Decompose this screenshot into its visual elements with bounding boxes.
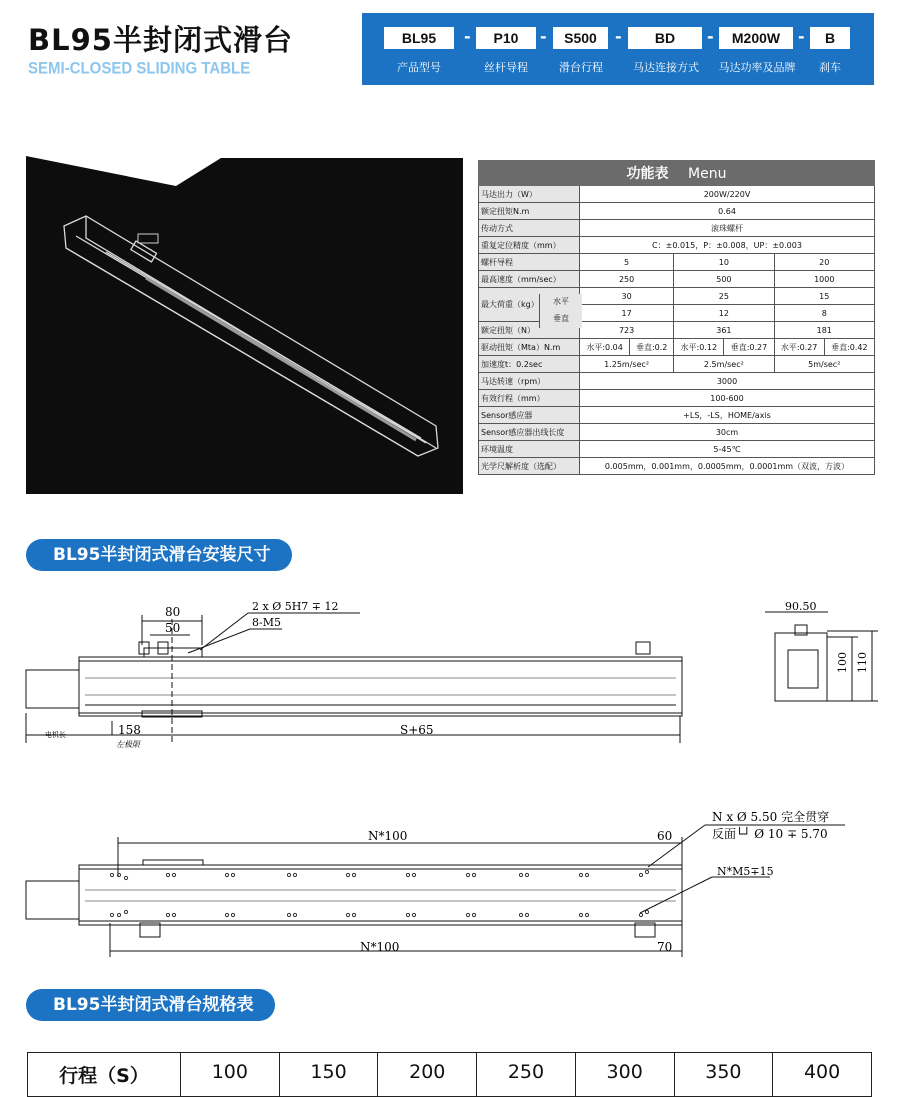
spec-value: 5 <box>580 254 674 271</box>
spec-value: +LS，-LS，HOME/axis <box>580 407 875 424</box>
spec-value: 723 <box>580 322 674 339</box>
section-title-spec: BL95半封闭式滑台规格表 <box>26 989 275 1021</box>
spec-value: 滚珠螺杆 <box>580 220 875 237</box>
table-cell: 300 <box>575 1053 674 1097</box>
table-cell: 100 <box>181 1053 280 1097</box>
table-cell: 400 <box>773 1053 872 1097</box>
spec-value: 1.25m/sec² <box>580 356 674 373</box>
spec-value: 12 <box>674 305 774 322</box>
code-label-brake: 刹车 <box>819 61 841 74</box>
spec-value: 0.005mm，0.001mm，0.0005mm，0.0001mm（双波，方波） <box>580 458 875 475</box>
spec-key: 额定扭矩（N） <box>479 322 580 339</box>
spec-key: 加速度t：0.2sec <box>479 356 580 373</box>
spec-row <box>479 186 875 203</box>
code-dash: - <box>540 27 547 46</box>
code-label-connection: 马达连接方式 <box>633 61 699 74</box>
product-image <box>26 156 463 494</box>
spec-key: 环境温度 <box>479 441 580 458</box>
spec-row <box>479 220 875 237</box>
dim-70: 70 <box>657 940 673 954</box>
dim-stroke: S+65 <box>400 723 434 737</box>
spec-value: 水平:0.27 <box>774 339 824 356</box>
dim-n100-top: N*100 <box>368 829 408 843</box>
code-dash: - <box>615 27 622 46</box>
dim-50: 50 <box>165 621 181 635</box>
code-box-brake: B <box>810 27 850 49</box>
code-box-connection: BD <box>628 27 702 49</box>
spec-row <box>479 373 875 390</box>
spec-row <box>479 288 875 305</box>
spec-value: 水平:0.04 <box>580 339 630 356</box>
spec-value: 30 <box>580 288 674 305</box>
spec-value: 181 <box>774 322 874 339</box>
spec-row <box>479 356 875 373</box>
page-subtitle: SEMI-CLOSED SLIDING TABLE <box>28 59 251 78</box>
spec-key: 额定扭矩N.m <box>479 203 580 220</box>
code-box-lead: P10 <box>476 27 536 49</box>
spec-value: 0.64 <box>580 203 875 220</box>
code-label-model: 产品型号 <box>397 61 441 74</box>
hole-dimension-drawing <box>0 805 915 965</box>
spec-value: 垂直:0.2 <box>630 339 674 356</box>
spec-value: 垂直:0.42 <box>824 339 874 356</box>
code-dash: - <box>707 27 714 46</box>
spec-key: 重复定位精度（mm） <box>479 237 580 254</box>
dim-110: 110 <box>856 652 869 673</box>
spec-value: 10 <box>674 254 774 271</box>
spec-key: Sensor感应器 <box>479 407 580 424</box>
spec-value: 3000 <box>580 373 875 390</box>
spec-value: 2.5m/sec² <box>674 356 774 373</box>
model-code-bar <box>362 13 874 85</box>
spec-key: Sensor感应器出线长度 <box>479 424 580 441</box>
spec-table-header <box>479 161 875 186</box>
spec-value: 8 <box>774 305 874 322</box>
spec-value: 5m/sec² <box>774 356 874 373</box>
spec-value: C：±0.015，P：±0.008，UP：±0.003 <box>580 237 875 254</box>
code-label-stroke: 滑台行程 <box>559 61 603 74</box>
spec-key: 螺杆导程 <box>479 254 580 271</box>
slide-table-illustration <box>26 156 463 494</box>
spec-value: 1000 <box>774 271 874 288</box>
dim-158: 158 <box>118 723 141 737</box>
section-title-install: BL95半封闭式滑台安装尺寸 <box>26 539 292 571</box>
install-dimension-drawing <box>0 595 915 760</box>
spec-row <box>479 441 875 458</box>
spec-row <box>479 203 875 220</box>
dim-80: 80 <box>165 605 181 619</box>
spec-value: 200W/220V <box>580 186 875 203</box>
spec-key: 马达转速（rpm） <box>479 373 580 390</box>
dim-100: 100 <box>836 652 849 673</box>
spec-row <box>479 254 875 271</box>
spec-value: 250 <box>580 271 674 288</box>
load-vertical-label: 垂直 <box>539 311 582 328</box>
table-row <box>28 1053 872 1097</box>
spec-row <box>479 237 875 254</box>
code-dash: - <box>798 27 805 46</box>
hole-markers <box>110 870 648 916</box>
stroke-table <box>27 1052 872 1097</box>
spec-value: 20 <box>774 254 874 271</box>
page-title: BL95半封闭式滑台 <box>28 23 293 57</box>
spec-row <box>479 424 875 441</box>
code-box-stroke: S500 <box>553 27 608 49</box>
spec-key: 最高速度（mm/sec） <box>479 271 580 288</box>
spec-value: 5-45℃ <box>580 441 875 458</box>
spec-key: 有效行程（mm） <box>479 390 580 407</box>
dim-left-limit: 左极限 <box>116 740 140 749</box>
dim-nm5: N*M5∓15 <box>717 865 774 878</box>
spec-value: 垂直:0.27 <box>724 339 774 356</box>
spec-value: 361 <box>674 322 774 339</box>
code-label-motor: 马达功率及品牌 <box>718 61 796 74</box>
spec-value: 水平:0.12 <box>674 339 724 356</box>
table-cell: 200 <box>378 1053 477 1097</box>
code-box-motor: M200W <box>719 27 793 49</box>
spec-title: 功能表 <box>626 166 669 182</box>
spec-key: 光学尺解析度（选配） <box>479 458 580 475</box>
dim-n100-bottom: N*100 <box>360 940 400 954</box>
spec-value: 25 <box>674 288 774 305</box>
table-cell: 250 <box>477 1053 576 1097</box>
spec-row <box>479 322 875 339</box>
dim-motor-length: 电机长 <box>45 731 66 739</box>
spec-row <box>479 390 875 407</box>
code-dash: - <box>464 27 471 46</box>
spec-key: 传动方式 <box>479 220 580 237</box>
spec-key: 马达出力（W） <box>479 186 580 203</box>
stroke-table-head: 行程（S） <box>28 1053 181 1097</box>
spec-title-en: Menu <box>688 166 727 182</box>
code-label-lead: 丝杆导程 <box>484 61 528 74</box>
spec-key-load: 最大荷重（kg） <box>479 288 579 321</box>
load-sub-labels <box>539 294 581 328</box>
dim-holes: 2 x Ø 5H7 ∓ 12 <box>252 600 339 613</box>
code-box-model: BL95 <box>384 27 454 49</box>
table-cell: 150 <box>279 1053 378 1097</box>
spec-row <box>479 458 875 475</box>
dim-9050: 90.50 <box>785 600 817 613</box>
spec-value: 15 <box>774 288 874 305</box>
spec-row <box>479 271 875 288</box>
spec-row <box>479 407 875 424</box>
spec-key: 驱动扭矩（Mta）N.m <box>479 339 580 356</box>
spec-value: 500 <box>674 271 774 288</box>
spec-value: 100-600 <box>580 390 875 407</box>
dim-counterbore: 反面└┘ Ø 10 ∓ 5.70 <box>712 827 828 841</box>
spec-value: 30cm <box>580 424 875 441</box>
dim-60: 60 <box>657 829 673 843</box>
table-cell: 350 <box>674 1053 773 1097</box>
spec-value: 17 <box>580 305 674 322</box>
dim-through-holes: N x Ø 5.50 完全贯穿 <box>712 810 830 824</box>
spec-row <box>479 339 875 356</box>
spec-table <box>478 160 875 475</box>
load-horizontal-label: 水平 <box>539 294 582 312</box>
dim-m5: 8-M5 <box>252 616 281 629</box>
